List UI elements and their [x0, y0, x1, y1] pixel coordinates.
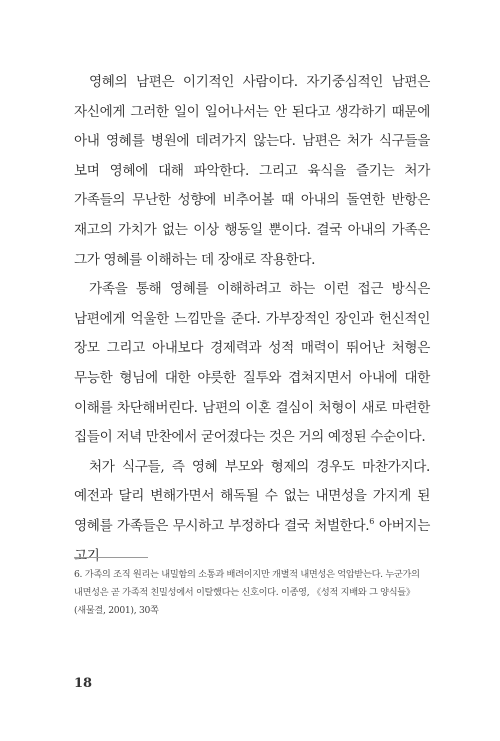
main-text: [74, 68, 430, 571]
footnote: 6. 가족의 조직 원리는 내밀함의 소통과 배려이지만 개별적 내면성은 억압받는다. 누군가의 내면성은 곧 가족적 친밀성에서 이탈했다는 신호이다. 이종영, 《성적 지배와 그 양식들》(새물결, 2001), 30쪽: [74, 569, 420, 616]
page-number: 18: [74, 676, 93, 691]
footnote-ref[interactable]: 6: [369, 516, 375, 526]
footnote-separator: [74, 557, 148, 558]
paragraph-3-tail: 아버지는 고기: [74, 517, 430, 564]
paragraph-3-text: 처가 식구들, 즉 영혜 부모와 형제의 경우도 마찬가지다. 예전과 달리 변해가면서 해독될 수 없는 내면성을 가지게 된 영혜를 가족들은 무시하고 부정하다 결국 처벌한다.: [74, 458, 430, 534]
paragraph-3: [74, 453, 430, 571]
paragraph-1: 영혜의 남편은 이기적인 사람이다. 자기중심적인 남편은 자신에게 그러한 일이 일어나서는 안 된다고 생각하기 때문에 아내 영혜를 병원에 데려가지 않는다. 남편은 처가 식구들을 보며 영혜에 대해 파악한다. 그리고 육식을 즐기는 처가 가족들의 무난한 성향에 비추어볼 때 아내의 돌연한 반항은 재고의 가치가 없는 이상 행동일 뿐이다. 결국 아내의 가족은 그가 영혜를 이해하는 데 장애로 작용한다.: [74, 74, 430, 268]
paragraph-2: 가족을 통해 영혜를 이해하려고 하는 이런 접근 방식은 남편에게 억울한 느낌만을 준다. 가부장적인 장인과 헌신적인 장모 그리고 아내보다 경제력과 성적 매력이 뛰어난 처형은 무능한 형님에 대한 야릇한 질투와 겹쳐지면서 아내에 대한 이해를 차단해버린다. 남편의 이혼 결심이 처형이 새로 마련한 집들이 저녁 만찬에서 굳어졌다는 것은 거의 예정된 수순이다.: [74, 281, 430, 446]
